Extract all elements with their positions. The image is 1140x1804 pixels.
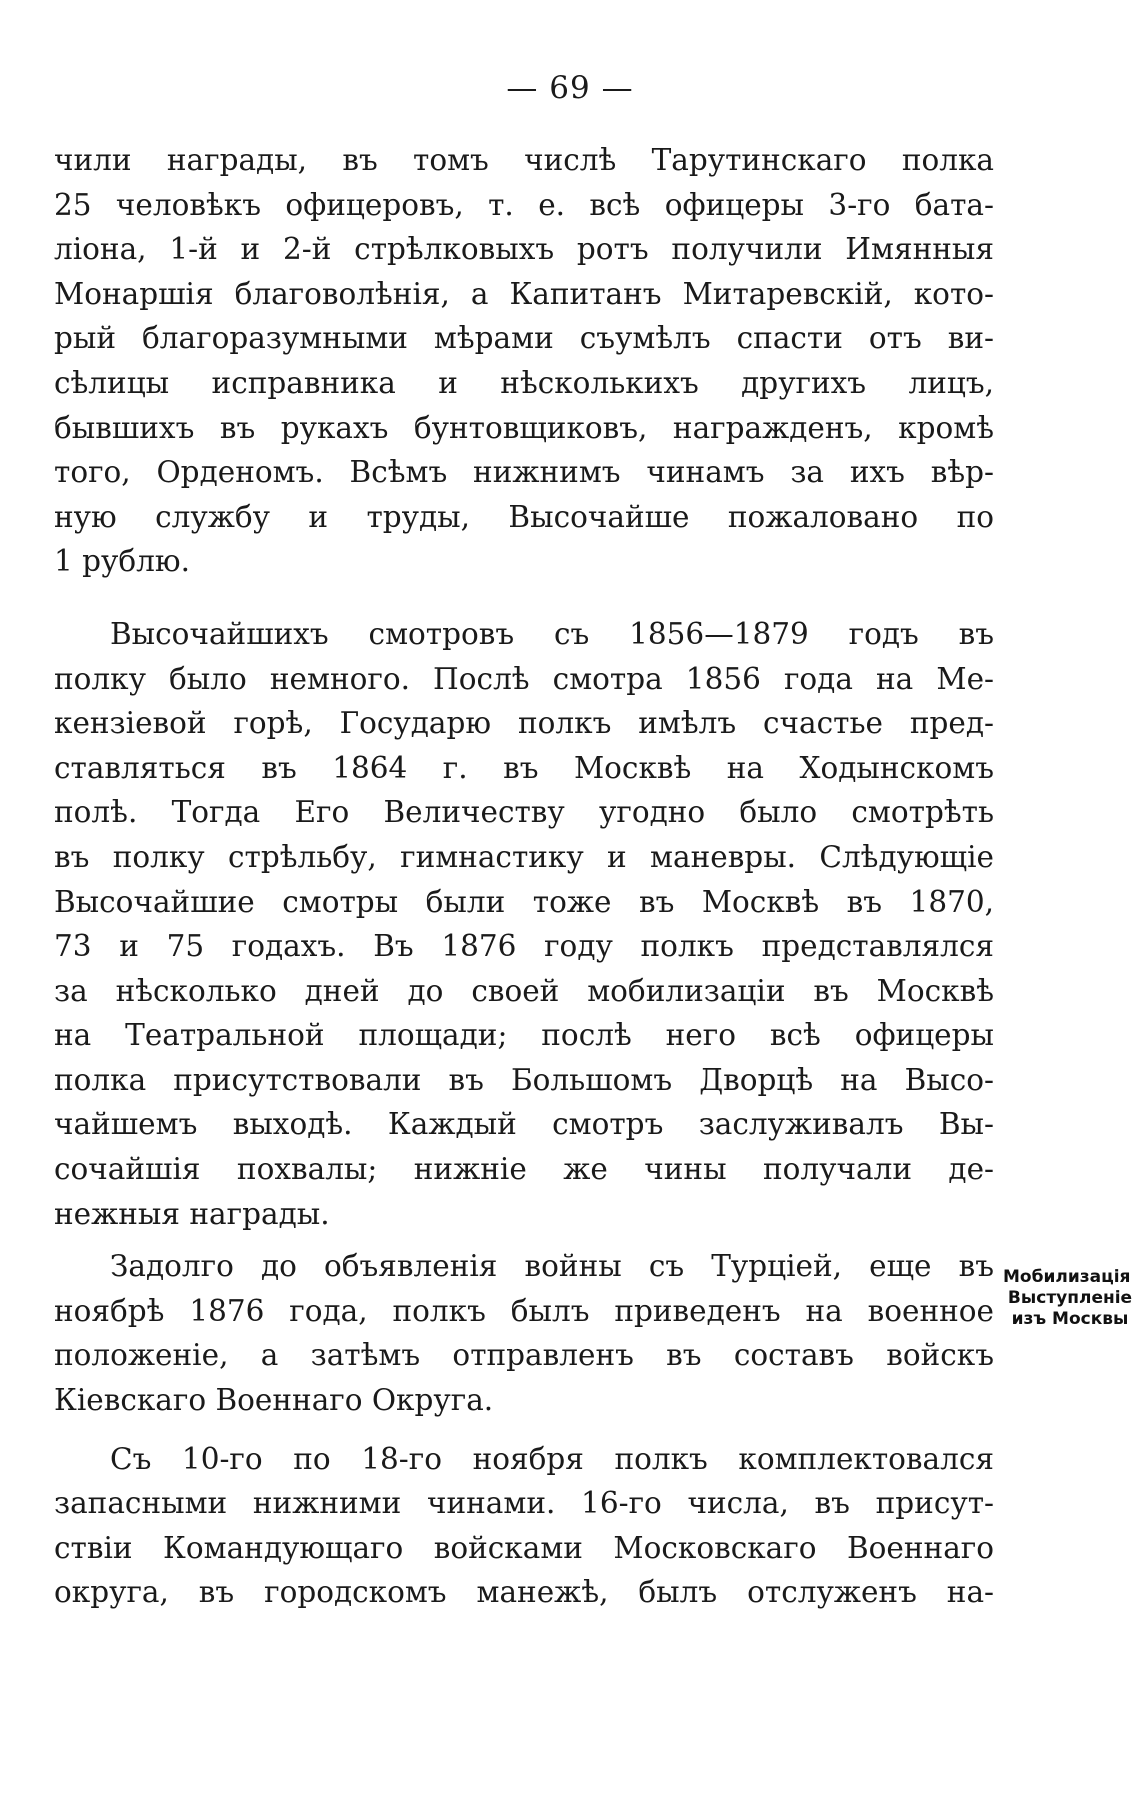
text-line: Высочайшие смотры были тоже въ Москвѣ въ 1870, xyxy=(54,884,994,919)
text-line: кензіевой горѣ, Государю полкъ имѣлъ счастье пред- xyxy=(54,706,994,741)
text-line: 25 человѣкъ офицеровъ, т. е. всѣ офицеры 3-го бата- xyxy=(54,187,994,222)
text-line: округа, въ городскомъ манежѣ, былъ отслуженъ на- xyxy=(54,1575,994,1610)
text-line: 1 рублю. xyxy=(54,544,190,579)
text-line: въ полку стрѣльбу, гимнастику и маневры. Слѣдующіе xyxy=(54,839,994,874)
text-line: ліона, 1-й и 2-й стрѣлковыхъ ротъ получили Имянныя xyxy=(54,232,994,267)
text-line: положеніе, а затѣмъ отправленъ въ составъ войскъ xyxy=(54,1338,994,1373)
text-line: Задолго до объявленія войны съ Турціей, еще въ xyxy=(110,1249,994,1284)
text-line: ную службу и труды, Высочайше пожаловано по xyxy=(54,499,994,534)
margin-note xyxy=(1003,1267,1137,1330)
text-line: того, Орденомъ. Всѣмъ нижнимъ чинамъ за ихъ вѣр- xyxy=(54,455,994,490)
margin-note-line: изъ Москвы xyxy=(1011,1309,1129,1329)
text-line: полѣ. Тогда Его Величеству угодно было смотрѣть xyxy=(54,795,994,830)
text-line: 73 и 75 годахъ. Въ 1876 году полкъ представлялся xyxy=(54,929,994,964)
paragraph-4 xyxy=(54,1437,994,1615)
paragraph-2 xyxy=(54,612,994,1236)
margin-note-line: Выступленіе xyxy=(1007,1288,1133,1308)
margin-note-line: Мобилизація xyxy=(1003,1267,1131,1287)
text-line: сѣлицы исправника и нѣсколькихъ другихъ лицъ, xyxy=(54,365,994,400)
paragraph-3 xyxy=(54,1244,994,1422)
text-line: бывшихъ въ рукахъ бунтовщиковъ, награжденъ, кромѣ xyxy=(54,410,994,445)
text-line: чайшемъ выходѣ. Каждый смотръ заслуживалъ Вы- xyxy=(54,1107,994,1142)
body-text xyxy=(54,138,994,1615)
text-line: Съ 10-го по 18-го ноября полкъ комплектовался xyxy=(110,1441,994,1476)
text-line: полку было немного. Послѣ смотра 1856 года на Ме- xyxy=(54,661,994,696)
text-line: чили награды, въ томъ числѣ Тарутинскаго полка xyxy=(54,143,994,177)
text-line: ноябрѣ 1876 года, полкъ былъ приведенъ на военное xyxy=(54,1293,994,1328)
text-line: сочайшія похвалы; нижніе же чины получали де- xyxy=(54,1152,994,1187)
text-line: нежныя награды. xyxy=(54,1196,330,1231)
text-line: за нѣсколько дней до своей мобилизаціи въ Москвѣ xyxy=(54,973,994,1008)
page-number: — 69 — xyxy=(506,70,634,106)
text-line: на Театральной площади; послѣ него всѣ офицеры xyxy=(54,1018,994,1053)
text-line: Монаршія благоволѣнія, а Капитанъ Митаревскій, кото- xyxy=(54,276,994,311)
text-line: Кіевскаго Военнаго Округа. xyxy=(54,1383,494,1418)
text-line: Высочайшихъ смотровъ съ 1856—1879 годъ въ xyxy=(110,616,994,651)
text-line: полка присутствовали въ Большомъ Дворцѣ на Высо- xyxy=(54,1062,994,1097)
text-line: рый благоразумными мѣрами съумѣлъ спасти отъ ви- xyxy=(54,321,994,356)
text-line: ствіи Командующаго войсками Московскаго Военнаго xyxy=(54,1530,994,1565)
text-line: ставляться въ 1864 г. въ Москвѣ на Ходынскомъ xyxy=(54,750,994,785)
paragraph-1 xyxy=(54,138,994,584)
text-line: запасными нижними чинами. 16-го числа, въ присут- xyxy=(54,1486,994,1521)
